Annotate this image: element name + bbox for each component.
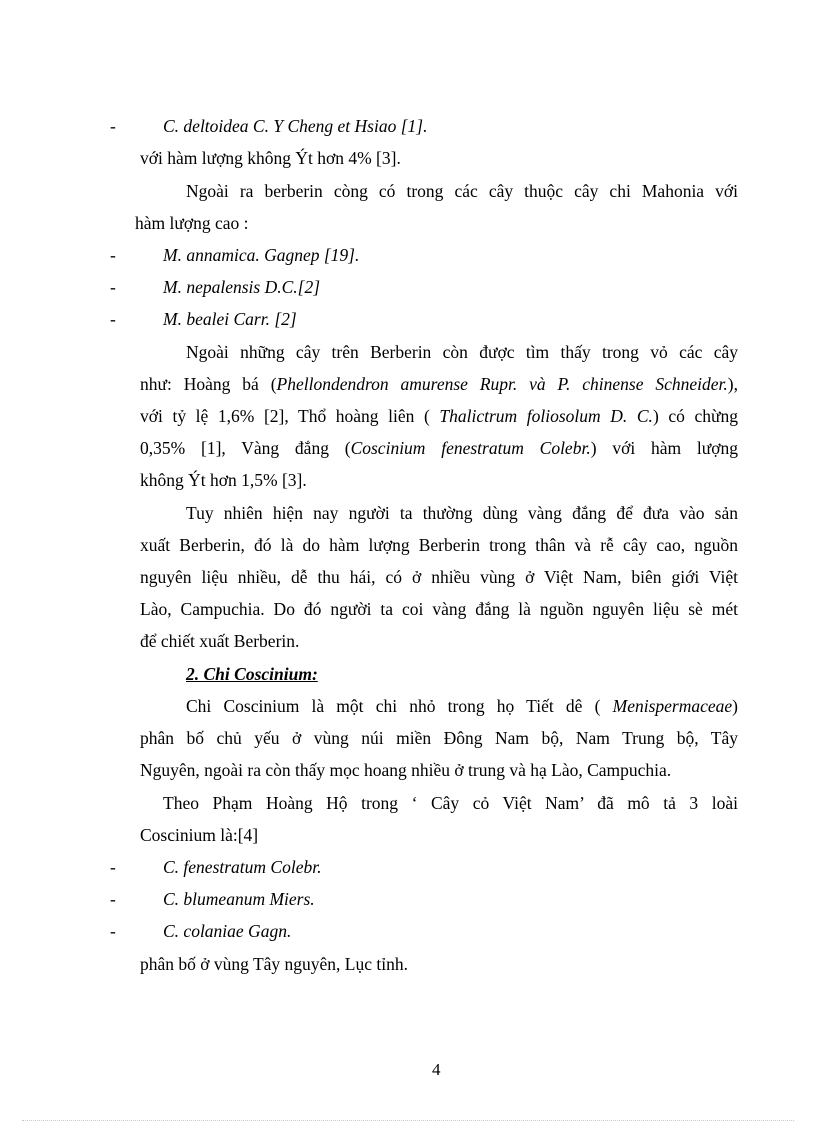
- bullet-dash: -: [110, 116, 116, 136]
- paragraph-mahonia-line-2: hàm lượng cao :: [135, 213, 249, 233]
- paragraph-bark-line-2: [140, 374, 738, 394]
- paragraph-bark-line-4: [140, 438, 738, 458]
- paragraph-usage-line-1: Tuy nhiên hiện nay người ta thường dùng vàng đắng để đưa vào sản: [186, 503, 738, 523]
- paragraph-genus-line-3: Nguyên, ngoài ra còn thấy mọc hoang nhiều ở trung và hạ Lào, Campuchia.: [140, 760, 672, 780]
- species-name: Phellondendron amurense Rupr. và P. chinense Schneider.: [276, 374, 728, 394]
- species-item: [163, 309, 297, 329]
- paragraph-genus-line-1: [186, 696, 738, 716]
- closing-line: phân bố ở vùng Tây nguyên, Lục tỉnh.: [140, 954, 408, 974]
- species-name: C. blumeanum Miers.: [163, 889, 315, 909]
- text-span: Chi Coscinium là một chi nhỏ trong họ Tiết dê (: [186, 696, 613, 716]
- bullet-dash: -: [110, 277, 116, 297]
- content-line: với hàm lượng không Ýt hơn 4% [3].: [140, 148, 401, 168]
- paragraph-bark-line-3: [140, 406, 738, 426]
- text-span: ) có chừng: [652, 406, 738, 426]
- species-name: Coscinium fenestratum Colebr.: [350, 438, 591, 458]
- paragraph-usage-line-4: Lào, Campuchia. Do đó người ta coi vàng đắng là nguồn nguyên liệu sè mét: [140, 599, 738, 619]
- text-span: ) với hàm lượng: [590, 438, 738, 458]
- bullet-dash: -: [110, 309, 116, 329]
- text-span: ),: [727, 374, 738, 394]
- text-span: với tỷ lệ 1,6% [2], Thổ hoàng liên (: [140, 406, 440, 426]
- paragraph-usage-line-3: nguyên liệu nhiều, dễ thu hái, có ở nhiều vùng ở Việt Nam, biên giới Việt: [140, 567, 738, 587]
- paragraph-bark-line-5: không Ýt hơn 1,5% [3].: [140, 470, 307, 490]
- species-item: [163, 889, 315, 909]
- text-span: 0,35% [1], Vàng đắng (: [140, 438, 351, 458]
- species-name: C. fenestratum Colebr.: [163, 857, 322, 877]
- species-item: [163, 116, 427, 136]
- species-item: [163, 277, 320, 297]
- species-name: M. bealei Carr. [2]: [163, 309, 297, 329]
- species-name: M. annamica. Gagnep [19].: [163, 245, 360, 265]
- bullet-dash: -: [110, 245, 116, 265]
- paragraph-bark-line-1: Ngoài những cây trên Berberin còn được tìm thấy trong vỏ các cây: [186, 342, 738, 362]
- paragraph-usage-line-2: xuất Berberin, đó là do hàm lượng Berberin trong thân và rễ cây cao, nguồn: [140, 535, 738, 555]
- species-name: C. colaniae Gagn.: [163, 921, 292, 941]
- paragraph-usage-line-5: để chiết xuất Berberin.: [140, 631, 300, 651]
- species-name: C. deltoidea C. Y Cheng et Hsiao [1].: [163, 116, 428, 136]
- bullet-dash: -: [110, 857, 116, 877]
- paragraph-pham-line-2: Coscinium là:[4]: [140, 825, 259, 845]
- species-item: [163, 245, 359, 265]
- species-item: [163, 857, 321, 877]
- bullet-dash: -: [110, 889, 116, 909]
- paragraph-mahonia-line-1: Ngoài ra berberin còng có trong các cây thuộc cây chi Mahonia với: [186, 181, 738, 201]
- paragraph-pham-line-1: Theo Phạm Hoàng Hộ trong ‘ Cây cỏ Việt Nam’ đã mô tả 3 loài: [163, 793, 738, 813]
- page-number: 4: [432, 1060, 441, 1079]
- species-item: [163, 921, 291, 941]
- text-span: như: Hoàng bá (: [140, 374, 277, 394]
- paragraph-genus-line-2: phân bố chủ yếu ở vùng núi miền Đông Nam bộ, Nam Trung bộ, Tây: [140, 728, 738, 748]
- family-name: Menispermaceae: [612, 696, 733, 716]
- text-span: ): [732, 696, 738, 716]
- species-name: M. nepalensis D.C.[2]: [163, 277, 321, 297]
- footer-divider: [22, 1120, 794, 1121]
- species-name: Thalictrum foliosolum D. C.: [439, 406, 653, 426]
- section-heading: 2. Chi Coscinium:: [186, 664, 318, 684]
- bullet-dash: -: [110, 921, 116, 941]
